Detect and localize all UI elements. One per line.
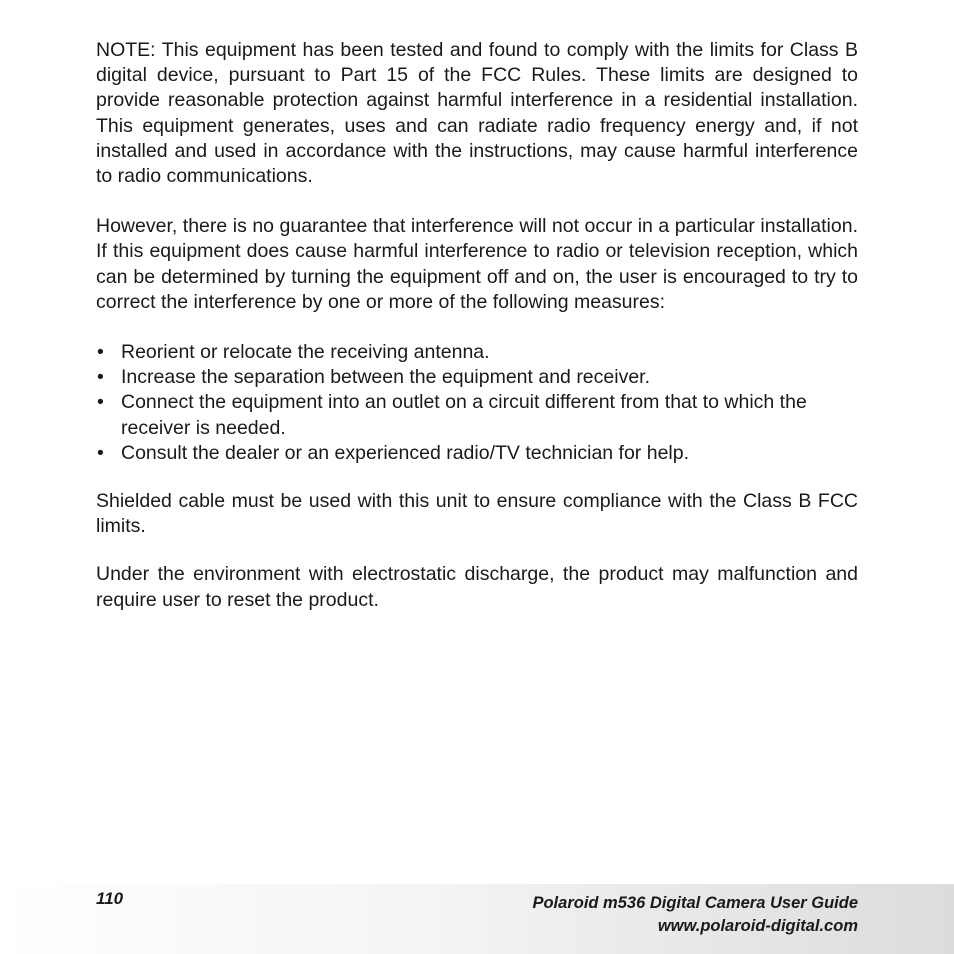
list-item-text: Connect the equipment into an outlet on a circuit different from that to which the receiver is needed. [121, 391, 807, 439]
measures-list [96, 340, 858, 466]
bullet-icon: • [97, 391, 104, 414]
bullet-icon: • [97, 441, 104, 464]
interference-paragraph: However, there is no guarantee that interference will not occur in a particular installation. If this equipment does cause harmful interference to radio or television reception, which can be determined by turning the equipment off and on, the user is encouraged to try to correct the interference by one or more of the following measures: [96, 215, 858, 313]
page-body [96, 38, 858, 613]
list-item-text: Reorient or relocate the receiving antenna. [121, 341, 490, 364]
list-item-text: Consult the dealer or an experienced radio/TV technician for help. [121, 441, 690, 464]
list-item [96, 390, 858, 440]
page-number: 110 [96, 889, 124, 908]
guide-title: Polaroid m536 Digital Camera User Guide [532, 894, 858, 912]
list-item [96, 441, 858, 466]
bullet-icon: • [97, 366, 104, 389]
electrostatic-paragraph: Under the environment with electrostatic discharge, the product may malfunction and require user to reset the product. [96, 563, 858, 611]
fcc-note-paragraph: NOTE: This equipment has been tested and found to comply with the limits for Class B digital device, pursuant to Part 15 of the FCC Rules. These limits are designed to provide reasonable protection against harmful interference in a residential installation. This equipment generates, uses and can radiate radio frequency energy and, if not installed and used in accordance with the instructions, may cause harmful interference to radio communications. [96, 39, 858, 188]
bullet-icon: • [97, 341, 104, 364]
shielded-cable-paragraph: Shielded cable must be used with this unit to ensure compliance with the Class B FCC limits. [96, 490, 858, 538]
footer [532, 892, 858, 938]
list-item [96, 365, 858, 390]
list-item-text: Increase the separation between the equipment and receiver. [121, 366, 651, 389]
website-link: www.polaroid-digital.com [657, 917, 858, 935]
list-item [96, 340, 858, 365]
